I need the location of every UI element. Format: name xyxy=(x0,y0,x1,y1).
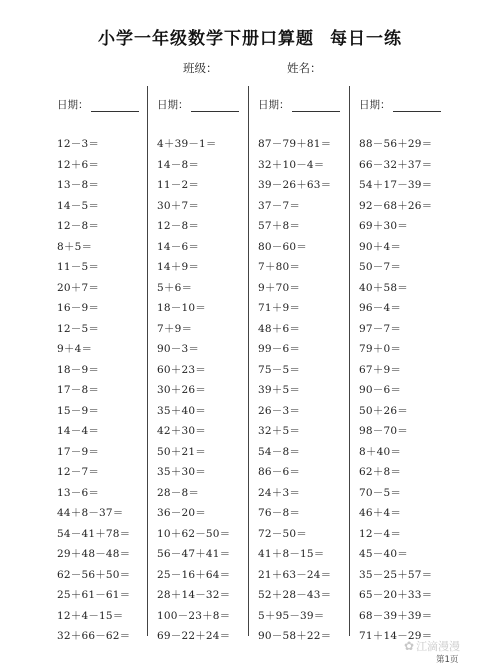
problem-item: 90＋4＝ xyxy=(359,240,402,253)
problem-item: 12－5＝ xyxy=(57,322,100,335)
problem-item: 4＋39－1＝ xyxy=(157,138,217,150)
problem-item: 68－39＋39＝ xyxy=(359,609,433,622)
column-divider xyxy=(349,86,350,636)
problem-item: 29＋48－48＝ xyxy=(57,548,131,560)
problem-item: 62－56＋50＝ xyxy=(57,568,131,581)
problem-item: 11－5＝ xyxy=(57,261,100,273)
title-sub: 每日一练 xyxy=(330,29,402,49)
problem-item: 90－3＝ xyxy=(157,343,200,355)
problem-item: 16－9＝ xyxy=(57,302,100,314)
problem-item: 92－68＋26＝ xyxy=(359,199,433,212)
problem-item: 80－60＝ xyxy=(258,240,307,253)
problem-item: 10＋62－50＝ xyxy=(157,527,231,540)
problem-item: 18－10＝ xyxy=(157,302,206,314)
date-label: 日期： xyxy=(57,99,89,111)
problem-item: 25－16＋64＝ xyxy=(157,568,231,581)
problem-item: 88－56＋29＝ xyxy=(359,138,433,150)
problem-item: 86－6＝ xyxy=(258,466,301,478)
problem-item: 99－6＝ xyxy=(258,343,301,355)
problem-item: 50＋26＝ xyxy=(359,404,408,417)
problem-list xyxy=(157,134,247,647)
problem-item: 100－23＋8＝ xyxy=(157,609,231,622)
problem-item: 62＋8＝ xyxy=(359,466,402,478)
problem-item: 25＋61－61＝ xyxy=(57,589,131,601)
problem-item: 57＋8＝ xyxy=(258,220,301,232)
problem-item: 9＋70＝ xyxy=(258,281,301,294)
problem-item: 32＋10－4＝ xyxy=(258,158,325,171)
problem-item: 15－9＝ xyxy=(57,404,100,417)
date-label: 日期： xyxy=(157,99,189,111)
problem-item: 14－5＝ xyxy=(57,199,100,212)
problem-item: 20＋7＝ xyxy=(57,281,100,294)
problem-item: 8＋5＝ xyxy=(57,240,93,253)
problem-item: 9＋4＝ xyxy=(57,343,93,355)
problem-list xyxy=(258,134,348,647)
watermark xyxy=(404,638,460,654)
problem-item: 30＋26＝ xyxy=(157,384,206,396)
problem-item: 12＋6＝ xyxy=(57,158,100,171)
date-label: 日期： xyxy=(359,99,391,111)
problem-item: 48＋6＝ xyxy=(258,322,301,335)
problem-item: 7＋9＝ xyxy=(157,322,193,335)
page-title xyxy=(0,24,500,49)
problem-item: 39－26＋63＝ xyxy=(258,179,332,191)
problem-item: 90－58＋22＝ xyxy=(258,630,332,642)
problem-item: 97－7＝ xyxy=(359,322,402,335)
problem-item: 5＋6＝ xyxy=(157,281,193,294)
problem-item: 7＋80＝ xyxy=(258,261,301,273)
date-field xyxy=(57,88,147,112)
problem-item: 71＋14－29＝ xyxy=(359,630,433,642)
problem-item: 13－6＝ xyxy=(57,486,100,499)
problem-item: 35＋30＝ xyxy=(157,466,206,478)
problem-item: 18－9＝ xyxy=(57,363,100,376)
problem-item: 40＋58＝ xyxy=(359,281,408,294)
problem-item: 44＋8－37＝ xyxy=(57,507,124,519)
date-label: 日期： xyxy=(258,99,290,111)
problem-item: 72－50＝ xyxy=(258,527,307,540)
date-blank xyxy=(191,101,239,112)
class-field xyxy=(183,60,218,76)
problem-item: 75－5＝ xyxy=(258,363,301,376)
problem-item: 14－8＝ xyxy=(157,158,200,171)
problem-item: 28－8＝ xyxy=(157,486,200,499)
problem-item: 50＋21＝ xyxy=(157,445,206,458)
problem-item: 70－5＝ xyxy=(359,486,402,499)
paw-icon: ✿ xyxy=(404,639,415,653)
problem-item: 26－3＝ xyxy=(258,404,301,417)
problem-item: 21＋63－24＝ xyxy=(258,568,332,581)
problem-item: 66－32＋37＝ xyxy=(359,158,433,171)
problem-item: 35＋40＝ xyxy=(157,404,206,417)
problem-item: 50－7＝ xyxy=(359,261,402,273)
problem-item: 17－9＝ xyxy=(57,445,100,458)
problem-item: 56－47＋41＝ xyxy=(157,548,231,560)
problem-list xyxy=(359,134,449,647)
problem-item: 28＋14－32＝ xyxy=(157,589,231,601)
problem-item: 69－22＋24＝ xyxy=(157,630,231,642)
problem-item: 14－6＝ xyxy=(157,240,200,253)
problem-item: 54－41＋78＝ xyxy=(57,527,131,540)
problem-list xyxy=(57,134,147,647)
problem-item: 67＋9＝ xyxy=(359,363,402,376)
problem-column-3 xyxy=(258,88,348,647)
date-field xyxy=(359,88,449,112)
name-label: 姓名： xyxy=(287,61,322,75)
problem-item: 30＋7＝ xyxy=(157,199,200,212)
problem-item: 14－4＝ xyxy=(57,425,100,437)
problem-column-2 xyxy=(157,88,247,647)
date-field xyxy=(258,88,348,112)
problem-item: 24＋3＝ xyxy=(258,486,301,499)
problem-item: 76－8＝ xyxy=(258,507,301,519)
problem-item: 14＋9＝ xyxy=(157,261,200,273)
problem-item: 71＋9＝ xyxy=(258,302,301,314)
problem-item: 60＋23＝ xyxy=(157,363,206,376)
problem-item: 12＋4－15＝ xyxy=(57,609,124,622)
problem-item: 12－8＝ xyxy=(157,220,200,232)
problem-item: 90－6＝ xyxy=(359,384,402,396)
date-blank xyxy=(91,101,139,112)
problem-item: 41＋8－15＝ xyxy=(258,548,325,560)
problem-item: 12－8＝ xyxy=(57,220,100,232)
problem-item: 35－25＋57＝ xyxy=(359,568,433,581)
problem-item: 12－3＝ xyxy=(57,138,100,150)
problem-item: 98－70＝ xyxy=(359,425,408,437)
problem-item: 46＋4＝ xyxy=(359,507,402,519)
problem-item: 5＋95－39＝ xyxy=(258,609,325,622)
problem-item: 42＋30＝ xyxy=(157,425,206,437)
date-field xyxy=(157,88,247,112)
problem-item: 12－4＝ xyxy=(359,527,402,540)
column-divider xyxy=(248,86,249,636)
problem-item: 87－79＋81＝ xyxy=(258,138,332,150)
problem-item: 37－7＝ xyxy=(258,199,301,212)
problem-item: 54－8＝ xyxy=(258,445,301,458)
problem-item: 13－8＝ xyxy=(57,179,100,191)
problem-item: 65－20＋33＝ xyxy=(359,589,433,601)
date-blank xyxy=(393,101,441,112)
problem-item: 17－8＝ xyxy=(57,384,100,396)
problem-item: 8＋40＝ xyxy=(359,445,402,458)
watermark-text: 江滴漫漫 xyxy=(416,640,461,653)
problem-column-1 xyxy=(57,88,147,647)
page-number: 第1页 xyxy=(436,655,459,665)
problem-item: 96－4＝ xyxy=(359,302,402,314)
title-main: 小学一年级数学下册口算题 xyxy=(98,29,314,49)
problem-column-4 xyxy=(359,88,449,647)
problem-item: 32＋5＝ xyxy=(258,425,301,437)
class-label: 班级： xyxy=(183,61,218,75)
problem-item: 69＋30＝ xyxy=(359,220,408,232)
problem-item: 32＋66－62＝ xyxy=(57,630,131,642)
problem-item: 79＋0＝ xyxy=(359,343,402,355)
problem-item: 52＋28－43＝ xyxy=(258,589,332,601)
problem-item: 54＋17－39＝ xyxy=(359,179,433,191)
date-blank xyxy=(292,101,340,112)
problem-item: 39＋5＝ xyxy=(258,384,301,396)
name-field xyxy=(287,60,322,76)
problem-item: 11－2＝ xyxy=(157,179,200,191)
column-divider xyxy=(147,86,148,636)
problem-item: 45－40＝ xyxy=(359,548,408,560)
problem-item: 12－7＝ xyxy=(57,466,100,478)
problem-item: 36－20＝ xyxy=(157,507,206,519)
